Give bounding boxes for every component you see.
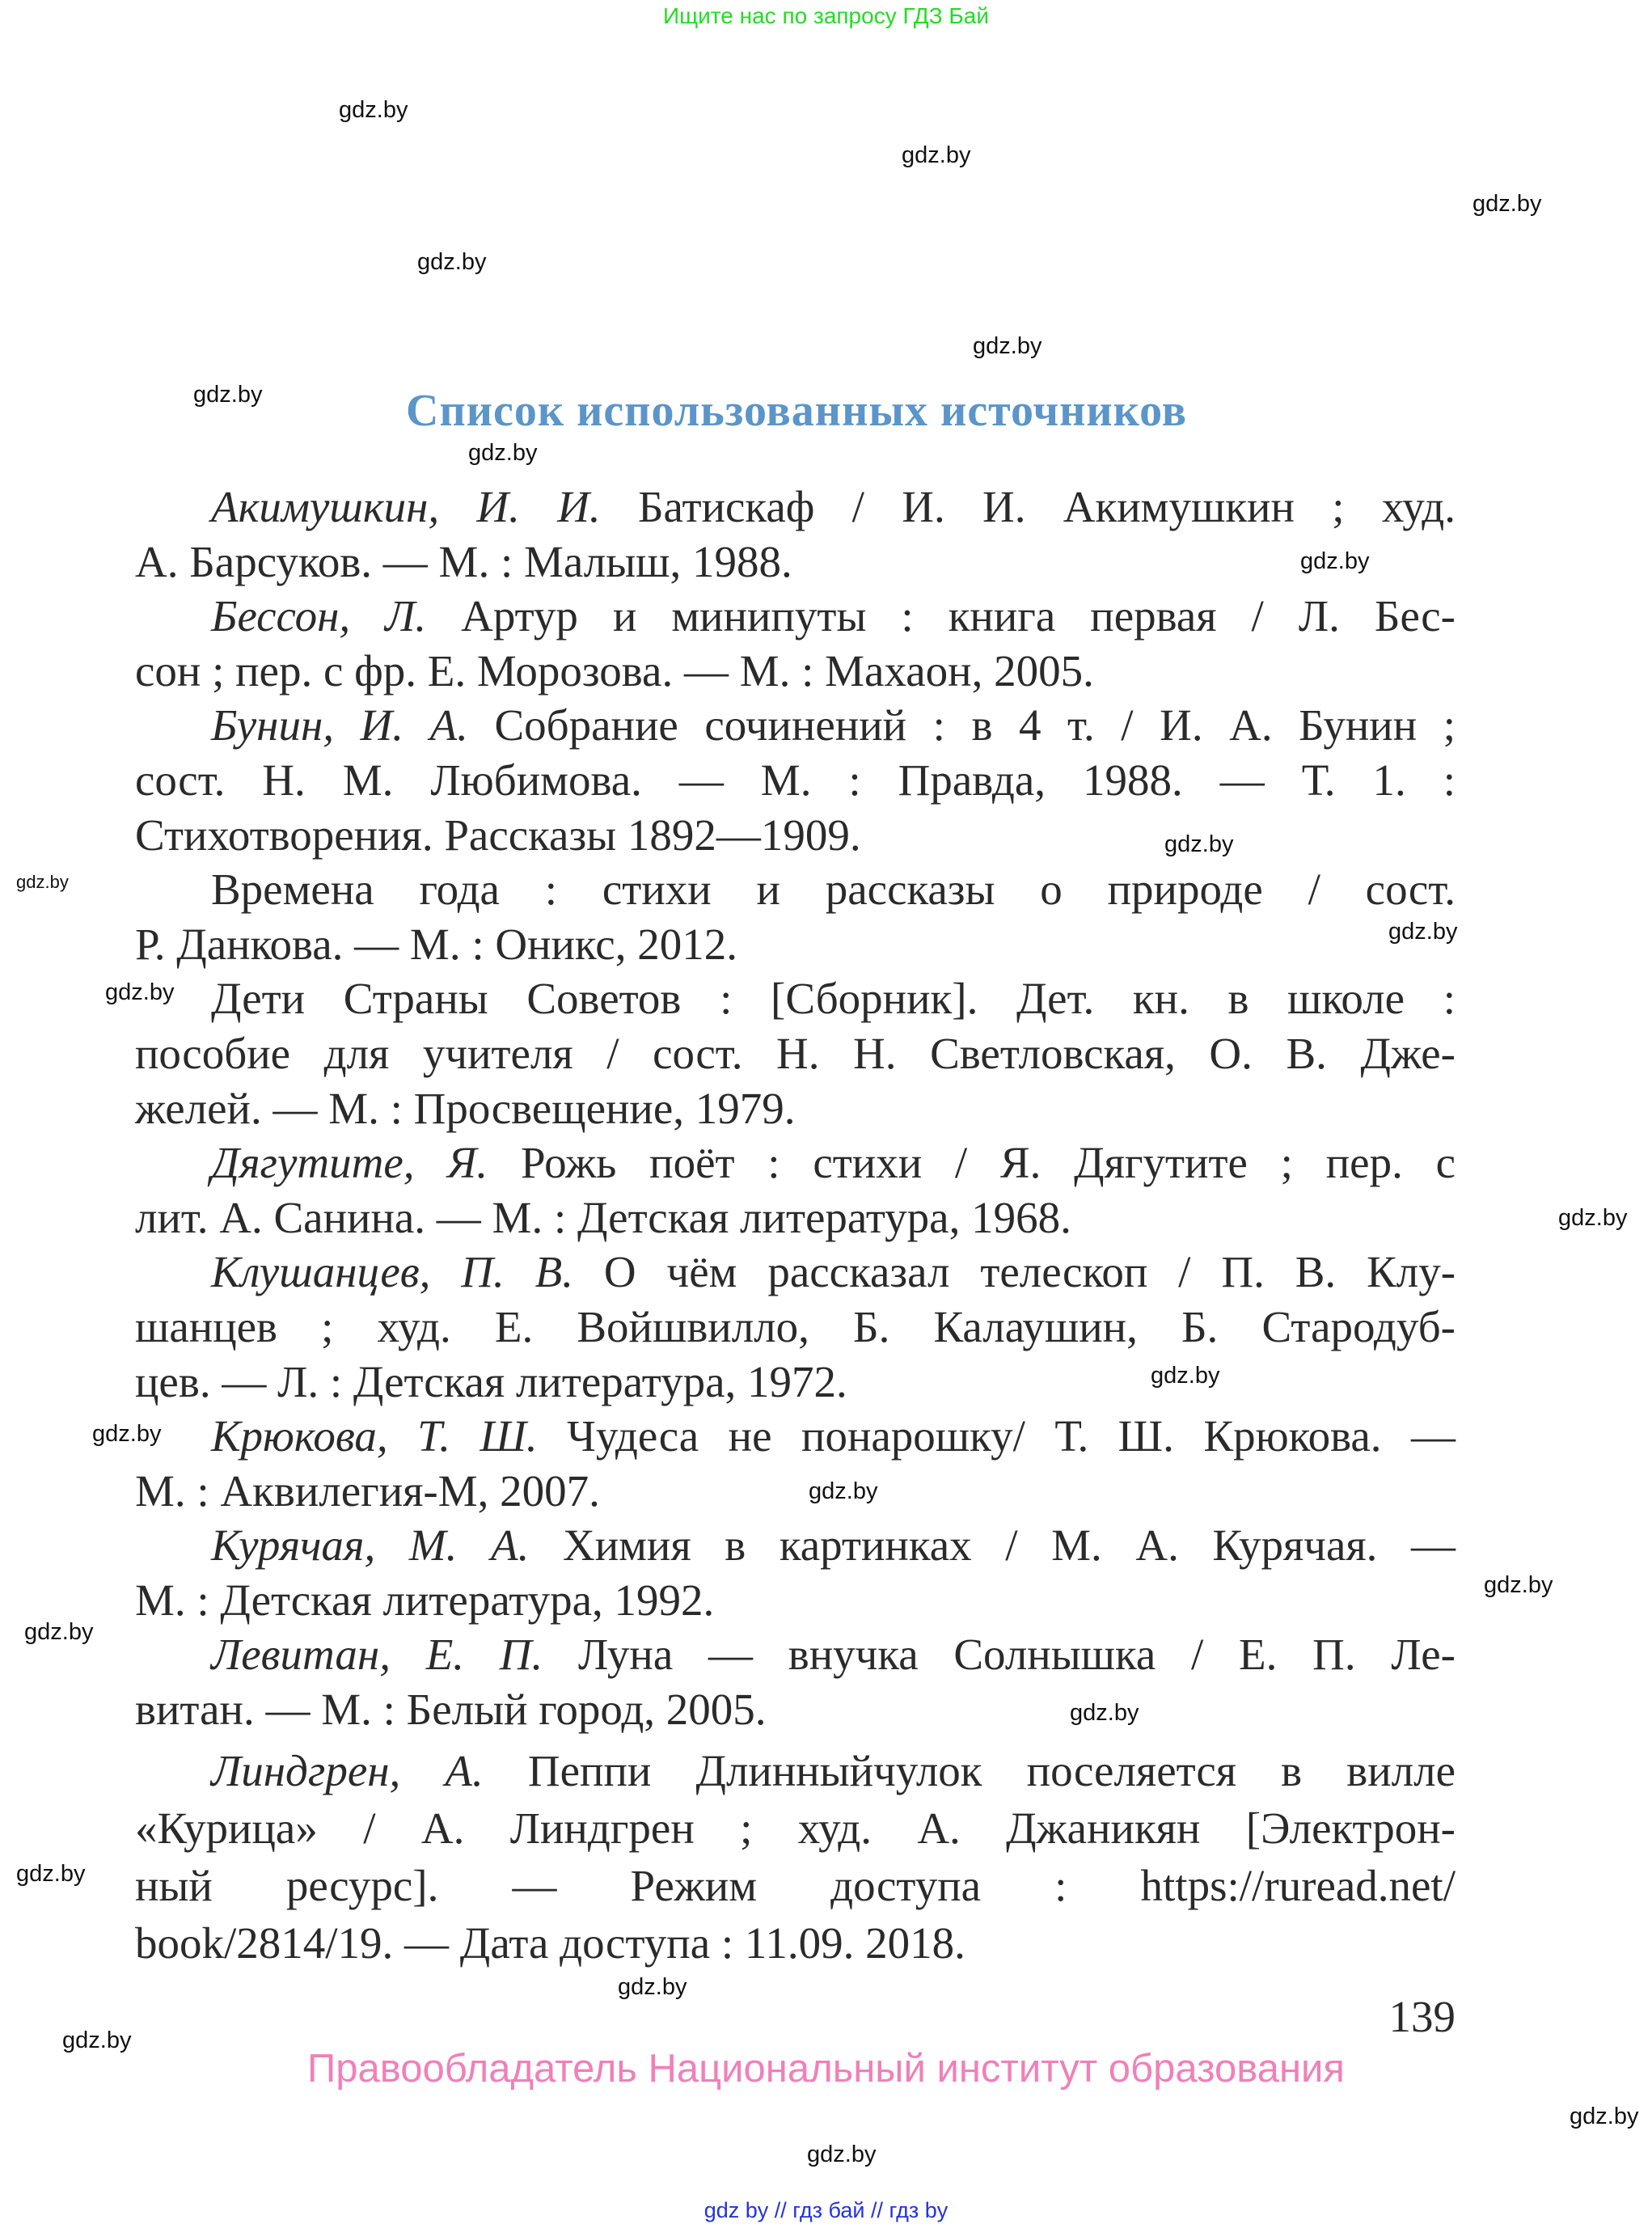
entry-line <box>135 1355 1456 1410</box>
bibliography-list <box>135 480 1456 1972</box>
watermark-text: gdz.by <box>1558 1205 1628 1231</box>
watermark-text: gdz.by <box>92 1421 162 1447</box>
page-number: 139 <box>1388 1992 1456 2041</box>
watermark-text: gdz.by <box>1151 1363 1220 1389</box>
bibliography-entry <box>135 1518 1456 1627</box>
entry-line-text: Пеппи Длинныйчулок поселяется в вилле <box>483 1745 1456 1795</box>
entry-line <box>135 698 1456 753</box>
bibliography-entry <box>135 1245 1456 1409</box>
site-links-footer[interactable]: gdz by // гдз бай // гдз by <box>703 2198 949 2222</box>
watermark-text: gdz.by <box>1300 548 1370 574</box>
entry-line <box>135 1627 1456 1682</box>
entry-line-text: Рожь поёт : стихи / Я. Дягутите ; пер. с <box>488 1138 1456 1188</box>
entry-line <box>135 1682 1456 1737</box>
entry-line-text: пособие для учителя / сост. Н. Н. Светловская, О. В. Дже- <box>135 1028 1456 1078</box>
entry-line <box>135 862 1456 917</box>
search-hint-banner: Ищите нас по запросу ГДЗ Бай <box>662 3 990 28</box>
entry-line <box>135 808 1456 863</box>
entry-line <box>135 971 1456 1026</box>
entry-line-text: book/2814/19. — Дата доступа : 11.09. 2018. <box>135 1917 965 1968</box>
entry-line <box>135 1799 1456 1857</box>
entry-line <box>135 1245 1456 1300</box>
watermark-text: gdz.by <box>1472 191 1542 217</box>
watermark-text: gdz.by <box>807 2142 877 2167</box>
entry-line-text: А. Барсуков. — М. : Малыш, 1988. <box>135 536 792 586</box>
entry-line-text: «Курица» / А. Линдгрен ; худ. А. Джаникян [Электрон- <box>135 1803 1456 1853</box>
watermark-text: gdz.by <box>1164 831 1234 857</box>
watermark-text: gdz.by <box>105 979 175 1005</box>
entry-line-text: М. : Аквилегия-М, 2007. <box>135 1465 600 1516</box>
watermark-text: gdz.by <box>1070 1700 1139 1726</box>
watermark-text: gdz.by <box>16 1861 86 1887</box>
bibliography-entry <box>135 1409 1456 1518</box>
entry-line-text: лит. А. Санина. — М. : Детская литература, 1968. <box>135 1192 1071 1242</box>
entry-line <box>135 1518 1456 1573</box>
entry-author: Бессон, Л. <box>211 591 427 641</box>
entry-line <box>135 1190 1456 1245</box>
watermark-text: gdz.by <box>973 333 1042 359</box>
watermark-text: gdz.by <box>339 97 408 123</box>
entry-line-text: О чём рассказал телескоп / П. В. Клу- <box>573 1247 1456 1297</box>
entry-line-text: Химия в картинках / М. А. Курячая. — <box>529 1520 1456 1571</box>
watermark-text: gdz.by <box>24 1619 94 1645</box>
bibliography-entry <box>135 1135 1456 1245</box>
entry-line-text: шанцев ; худ. Е. Войшвилло, Б. Калаушин, Б. Стародуб- <box>135 1301 1456 1351</box>
entry-author: Левитан, Е. П. <box>211 1630 543 1680</box>
watermark-text: gdz.by <box>618 1974 687 2000</box>
entry-author: Крюкова, Т. Ш. <box>211 1411 538 1461</box>
entry-line <box>135 1081 1456 1136</box>
entry-line-text: Р. Данкова. — М. : Оникс, 2012. <box>135 919 737 969</box>
entry-line-text: ный ресурс]. — Режим доступа : https://ruread.net/ <box>135 1860 1456 1910</box>
entry-line-text: Чудеса не понарошку/ Т. Ш. Крюкова. — <box>537 1411 1456 1461</box>
entry-line <box>135 1135 1456 1190</box>
entry-line <box>135 1742 1456 1799</box>
watermark-text: gdz.by <box>417 249 487 275</box>
entry-line <box>135 1300 1456 1355</box>
bibliography-entry <box>135 1627 1456 1736</box>
bibliography-entry <box>135 698 1456 862</box>
entry-author: Курячая, М. А. <box>211 1520 530 1571</box>
watermark-text: gdz.by <box>193 382 263 408</box>
entry-line <box>135 1914 1456 1972</box>
bibliography-entry <box>135 1742 1456 1972</box>
bibliography-entry <box>135 480 1456 589</box>
entry-line-text: желей. — М. : Просвещение, 1979. <box>135 1083 796 1133</box>
entry-line-text: Луна — внучка Солнышка / Е. П. Ле- <box>543 1630 1456 1680</box>
bibliography-entry <box>135 589 1456 698</box>
bibliography-entry <box>135 971 1456 1135</box>
entry-line-text: цев. — Л. : Детская литература, 1972. <box>135 1356 847 1406</box>
rights-holder-notice: Правообладатель Национальный институт образования <box>307 2047 1345 2091</box>
entry-line <box>135 1464 1456 1519</box>
watermark-text: gdz.by <box>1484 1572 1553 1598</box>
entry-author: Дягутите, Я. <box>211 1138 488 1188</box>
entry-line <box>135 589 1456 644</box>
page-title: Список использованных источников <box>406 386 1187 436</box>
watermark-text: gdz.by <box>16 872 69 892</box>
watermark-text: gdz.by <box>902 142 971 168</box>
entry-line <box>135 535 1456 590</box>
entry-line <box>135 644 1456 699</box>
entry-line-text: М. : Детская литература, 1992. <box>135 1575 715 1625</box>
entry-line-text: Собрание сочинений : в 4 т. / И. А. Бунин ; <box>467 700 1456 750</box>
entry-line-text: витан. — М. : Белый город, 2005. <box>135 1685 767 1735</box>
bibliography-entry <box>135 862 1456 971</box>
entry-author: Акимушкин, И. И. <box>211 482 601 531</box>
entry-line <box>135 1573 1456 1628</box>
watermark-text: gdz.by <box>468 440 538 466</box>
entry-line <box>135 917 1456 972</box>
entry-author: Бунин, И. А. <box>211 700 468 750</box>
entry-line-text: сост. Н. М. Любимова. — М. : Правда, 1988. — Т. 1. : <box>135 755 1456 805</box>
entry-line <box>135 1409 1456 1464</box>
entry-author: Линдгрен, А. <box>211 1745 484 1795</box>
entry-line <box>135 753 1456 808</box>
entry-line-text: Батискаф / И. И. Акимушкин ; худ. <box>600 482 1456 531</box>
entry-line-text: Дети Страны Советов : [Сборник]. Дет. кн. в школе : <box>211 974 1456 1024</box>
entry-line-text: Времена года : стихи и рассказы о природе / сост. <box>211 865 1456 915</box>
entry-line <box>135 480 1456 535</box>
watermark-text: gdz.by <box>1570 2103 1639 2129</box>
entry-author: Клушанцев, П. В. <box>211 1247 574 1297</box>
watermark-text: gdz.by <box>809 1478 878 1504</box>
entry-line-text: Стихотворения. Рассказы 1892—1909. <box>135 810 861 860</box>
entry-line <box>135 1026 1456 1081</box>
watermark-text: gdz.by <box>62 2027 132 2053</box>
entry-line-text: сон ; пер. с фр. Е. Морозова. — М. : Махаон, 2005. <box>135 645 1094 696</box>
entry-line-text: Артур и минипуты : книга первая / Л. Бес- <box>426 591 1456 641</box>
entry-line <box>135 1857 1456 1914</box>
watermark-text: gdz.by <box>1388 919 1458 945</box>
